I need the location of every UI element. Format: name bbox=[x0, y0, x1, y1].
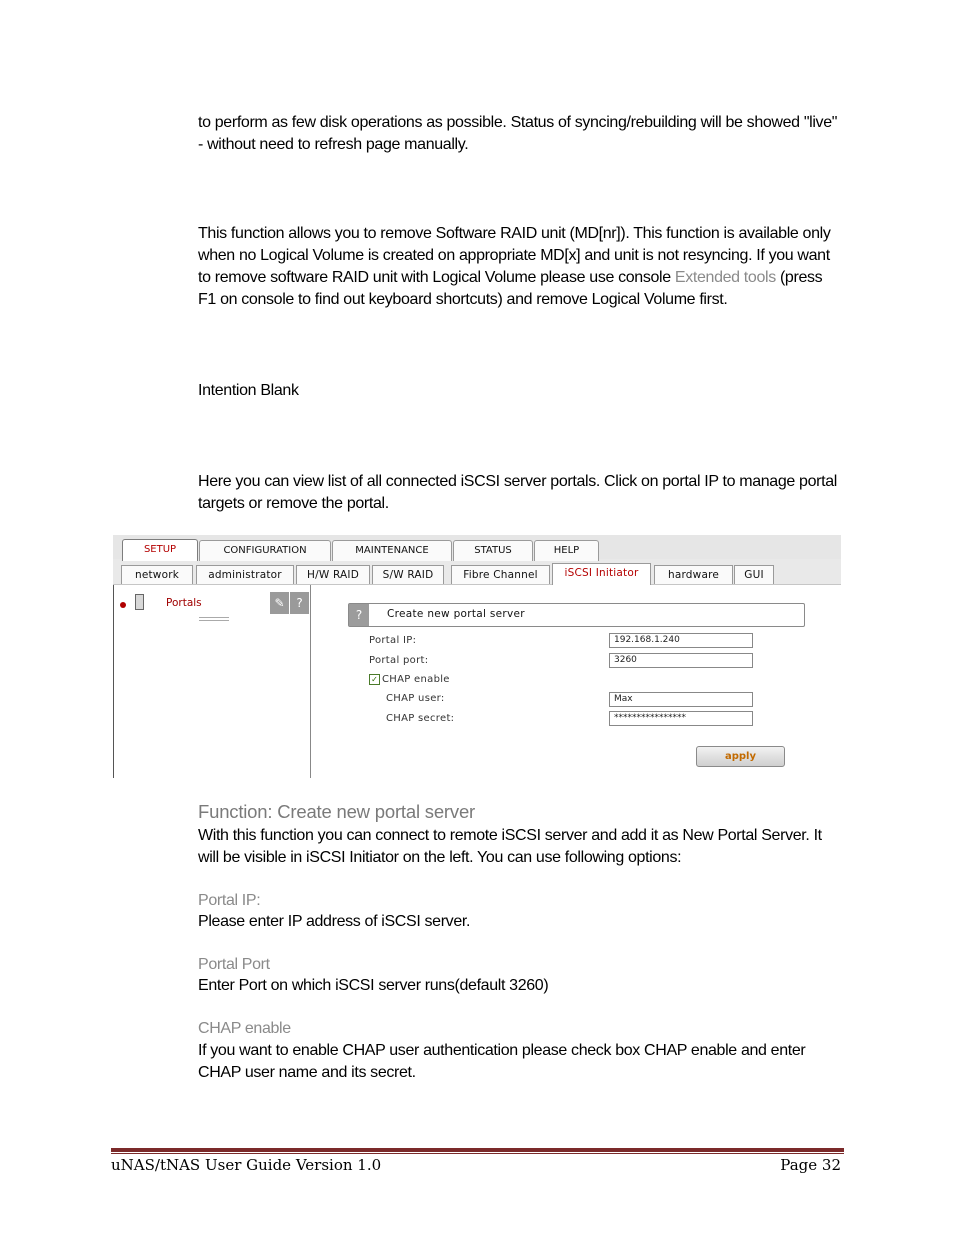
option-portal-ip-title: Portal IP: bbox=[198, 892, 261, 909]
subtab-administrator[interactable]: administrator bbox=[196, 565, 294, 584]
chap-user-input[interactable]: Max bbox=[609, 692, 753, 707]
create-portal-header bbox=[348, 603, 805, 627]
footer-page-number: Page 32 bbox=[780, 1156, 841, 1174]
apply-button[interactable]: apply bbox=[696, 746, 785, 767]
subtab-gui[interactable]: GUI bbox=[734, 565, 774, 584]
paragraph-remove-raid bbox=[198, 223, 843, 311]
option-portal-ip-text: Please enter IP address of iSCSI server. bbox=[198, 913, 471, 930]
footer-rule-thin bbox=[111, 1153, 844, 1154]
option-chap-title: CHAP enable bbox=[198, 1020, 291, 1037]
chap-secret-label: CHAP secret: bbox=[386, 713, 455, 724]
wrench-icon[interactable]: ✎ bbox=[270, 592, 289, 614]
iscsi-ui-screenshot bbox=[113, 535, 841, 778]
section-heading: Function: Create new portal server bbox=[198, 801, 475, 822]
subtab-iscsi-initiator[interactable]: iSCSI Initiator bbox=[552, 563, 651, 585]
server-icon bbox=[135, 594, 144, 610]
form-help-icon[interactable]: ? bbox=[349, 604, 369, 626]
subtab-hardware[interactable]: hardware bbox=[654, 565, 733, 584]
portal-port-label: Portal port: bbox=[369, 655, 429, 666]
tab-status[interactable]: STATUS bbox=[453, 540, 533, 561]
footer-doc-title: uNAS/tNAS User Guide Version 1.0 bbox=[111, 1156, 382, 1174]
paragraph-portals-list: Here you can view list of all connected iSCSI server portals. Click on portal IP to manage portal targets or remove the portal. bbox=[198, 473, 837, 512]
subtab-fibre-channel[interactable]: Fibre Channel bbox=[451, 565, 550, 584]
subtab-network[interactable]: network bbox=[121, 565, 193, 584]
remove-raid-text-a: This function allows you to remove Software RAID unit (MD[nr]). This function is available only when no Logical Volume is created on appropriate MD[x] and unit is not resyncing. If you want to remove software RAID unit with Logical Volume please use console bbox=[198, 225, 831, 286]
option-chap-text: If you want to enable CHAP user authentication please check box CHAP enable and enter CHAP user name and its secret. bbox=[198, 1042, 806, 1081]
portal-port-input[interactable]: 3260 bbox=[609, 653, 753, 668]
chap-user-label: CHAP user: bbox=[386, 693, 445, 704]
paragraph-intention-blank: Intention Blank bbox=[198, 382, 299, 399]
chap-enable-checkbox[interactable]: ✓ bbox=[369, 674, 380, 685]
portal-ip-input[interactable]: 192.168.1.240 bbox=[609, 633, 753, 648]
extended-tools-link[interactable]: Extended tools bbox=[674, 269, 776, 286]
remove-raid-text-b: (press F1 on console to find out keyboard shortcuts) and remove Logical Volume first. bbox=[198, 269, 823, 308]
tab-help[interactable]: HELP bbox=[534, 540, 599, 561]
tab-setup[interactable]: SETUP bbox=[122, 539, 198, 561]
form-title: Create new portal server bbox=[387, 608, 525, 620]
portal-ip-label: Portal IP: bbox=[369, 635, 417, 646]
tab-configuration[interactable]: CONFIGURATION bbox=[199, 540, 331, 561]
tree-item-portals-label[interactable]: Portals bbox=[166, 597, 202, 609]
chap-enable-label: CHAP enable bbox=[382, 674, 450, 685]
help-icon[interactable]: ? bbox=[290, 592, 309, 614]
chap-secret-input[interactable]: **************** bbox=[609, 711, 753, 726]
footer-rule-thick bbox=[111, 1148, 844, 1152]
subtab-sw-raid[interactable]: S/W RAID bbox=[372, 565, 444, 584]
option-portal-port-text: Enter Port on which iSCSI server runs(default 3260) bbox=[198, 977, 549, 994]
pane-splitter[interactable] bbox=[199, 617, 229, 621]
tree-bullet-icon bbox=[120, 602, 126, 608]
section-intro: With this function you can connect to remote iSCSI server and add it as New Portal Server. It will be visible in iSCSI Initiator on the left. You can use following options: bbox=[198, 827, 822, 866]
subtab-hw-raid[interactable]: H/W RAID bbox=[296, 565, 370, 584]
paragraph-sync-status: to perform as few disk operations as possible. Status of syncing/rebuilding will be showed "live" - without need to refresh page manually. bbox=[198, 114, 838, 153]
tab-maintenance[interactable]: MAINTENANCE bbox=[332, 540, 452, 561]
option-portal-port-title: Portal Port bbox=[198, 956, 270, 973]
